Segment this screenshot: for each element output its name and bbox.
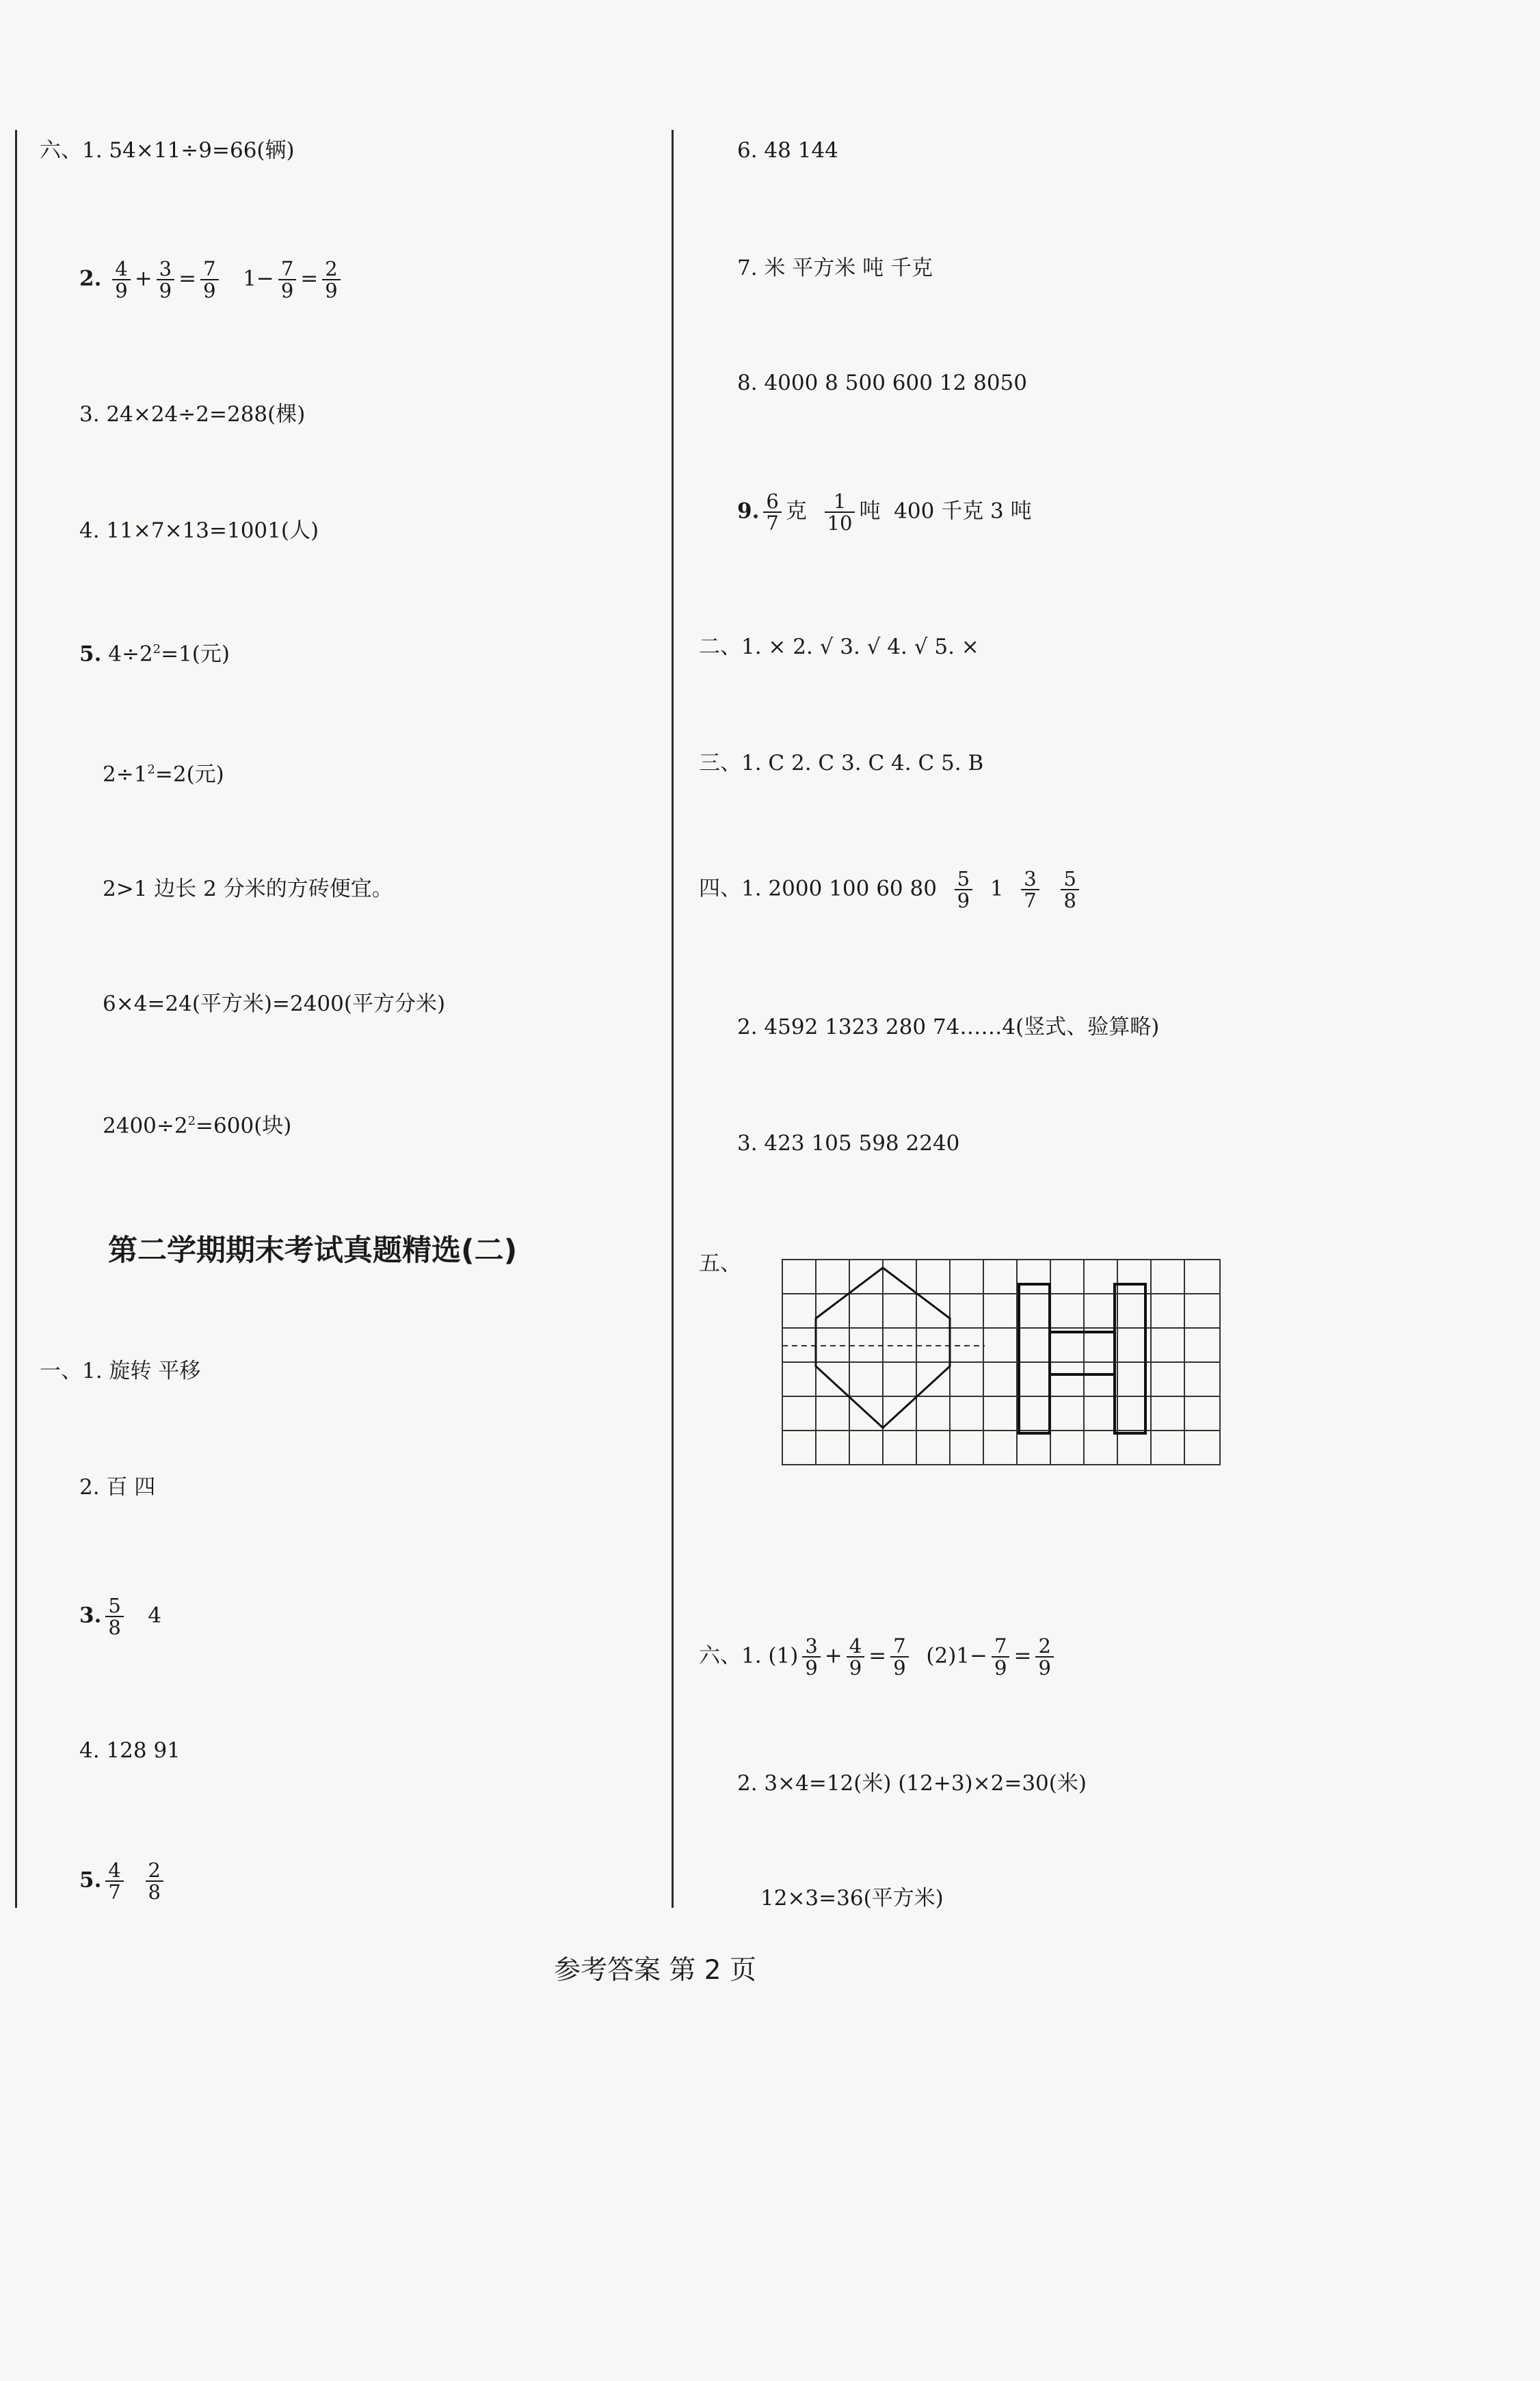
fraction: $\frac{7}{9}$	[992, 1636, 1009, 1678]
left-s6-q1: 六、1. 54×11÷9=66(辆)	[40, 138, 295, 163]
fraction: $\frac{4}{9}$	[847, 1636, 864, 1678]
h-shape	[1019, 1284, 1145, 1433]
left-s1-q3: 3. $\frac{5}{8}$ 4	[79, 1594, 162, 1639]
column-divider	[672, 130, 674, 1908]
right-s6-q2b: 12×3=36(平方米)	[760, 1886, 944, 1911]
fraction: $\frac{4}{7}$	[105, 1860, 123, 1902]
grid-figure	[780, 1257, 1231, 1476]
fraction: $\frac{5}{8}$	[1061, 868, 1078, 911]
left-s1-q4: 4. 128 91	[79, 1738, 181, 1763]
right-s2: 二、1. × 2. √ 3. √ 4. √ 5. ×	[699, 635, 979, 659]
fraction: $\frac{1}{10}$	[825, 491, 855, 533]
left-s6-q5e: $2400\div 2^2=600$(块)	[103, 1113, 292, 1139]
left-s6-q5a: 5. $4\div 2^2=1$(元)	[79, 641, 230, 667]
fraction: $\frac{6}{7}$	[763, 491, 781, 533]
left-s6-q5b: $2\div 1^2=2$(元)	[103, 762, 224, 787]
fraction: $\frac{5}{8}$	[105, 1595, 123, 1638]
fraction: $\frac{3}{7}$	[1021, 868, 1039, 911]
fraction: $\frac{7}{9}$	[890, 1636, 908, 1678]
section-title: 第二学期期末考试真题精选(二)	[108, 1234, 518, 1268]
left-s6-q3: 3. 24×24÷2=288(棵)	[79, 402, 306, 427]
right-q7: 7. 米 平方米 吨 千克	[737, 256, 933, 280]
left-s6-q4: 4. 11×7×13=1001(人)	[79, 518, 319, 543]
fraction: $\frac{2}{9}$	[322, 258, 340, 301]
fraction: $\frac{2}{9}$	[1035, 1636, 1053, 1678]
page-footer: 参考答案 第 2 页	[554, 1955, 757, 1986]
fraction: $\frac{7}{9}$	[200, 258, 218, 301]
left-s1-q2: 2. 百 四	[79, 1475, 156, 1500]
fraction: $\frac{4}{9}$	[112, 258, 130, 301]
fraction: $\frac{7}{9}$	[278, 258, 296, 301]
right-s6-q1: 六、1. (1) $\frac{3}{9}$ + $\frac{4}{9}$ = $\frac{7}{9}$ (2)1− $\frac{7}{9}$ = $\frac{2}{9}$	[699, 1636, 1058, 1678]
right-s4-q2: 2. 4592 1323 280 74……4(竖式、验算略)	[737, 1015, 1160, 1039]
right-s4-q1: 四、1. 2000 100 60 80 $\frac{5}{9}$ 1 $\frac{3}{7}$ $\frac{5}{8}$	[699, 868, 1083, 911]
fraction: $\frac{3}{9}$	[802, 1636, 820, 1678]
right-s3: 三、1. C 2. C 3. C 4. C 5. B	[699, 751, 984, 775]
fraction: $\frac{2}{8}$	[146, 1860, 163, 1902]
right-q6: 6. 48 144	[737, 138, 838, 163]
fraction: $\frac{5}{9}$	[955, 868, 972, 911]
left-s6-q5d: 6×4=24(平方米)=2400(平方分米)	[103, 992, 446, 1016]
right-s6-q2: 2. 3×4=12(米) (12+3)×2=30(米)	[737, 1771, 1087, 1796]
right-s4-q3: 3. 423 105 598 2240	[737, 1131, 960, 1156]
right-q9: 9. $\frac{6}{7}$ 克 $\frac{1}{10}$ 吨 400 千克 3 吨	[737, 490, 1032, 535]
left-s1-q1: 一、1. 旋转 平移	[40, 1359, 201, 1383]
grid-lines	[782, 1260, 1220, 1465]
fraction: $\frac{3}{9}$	[157, 258, 174, 301]
left-margin-line	[15, 130, 17, 1908]
left-s1-q5: 5. $\frac{4}{7}$ $\frac{2}{8}$	[79, 1860, 168, 1902]
right-s5-label: 五、	[699, 1251, 741, 1276]
right-q8: 8. 4000 8 500 600 12 8050	[737, 371, 1027, 395]
left-s6-q5c: 2>1 边长 2 分米的方砖便宜。	[103, 877, 393, 901]
left-s6-q2: 2. $\frac{4}{9}$ + $\frac{3}{9}$ = $\frac{7}{9}$ 1− $\frac{7}{9}$ = $\frac{2}{9}$	[79, 258, 345, 301]
